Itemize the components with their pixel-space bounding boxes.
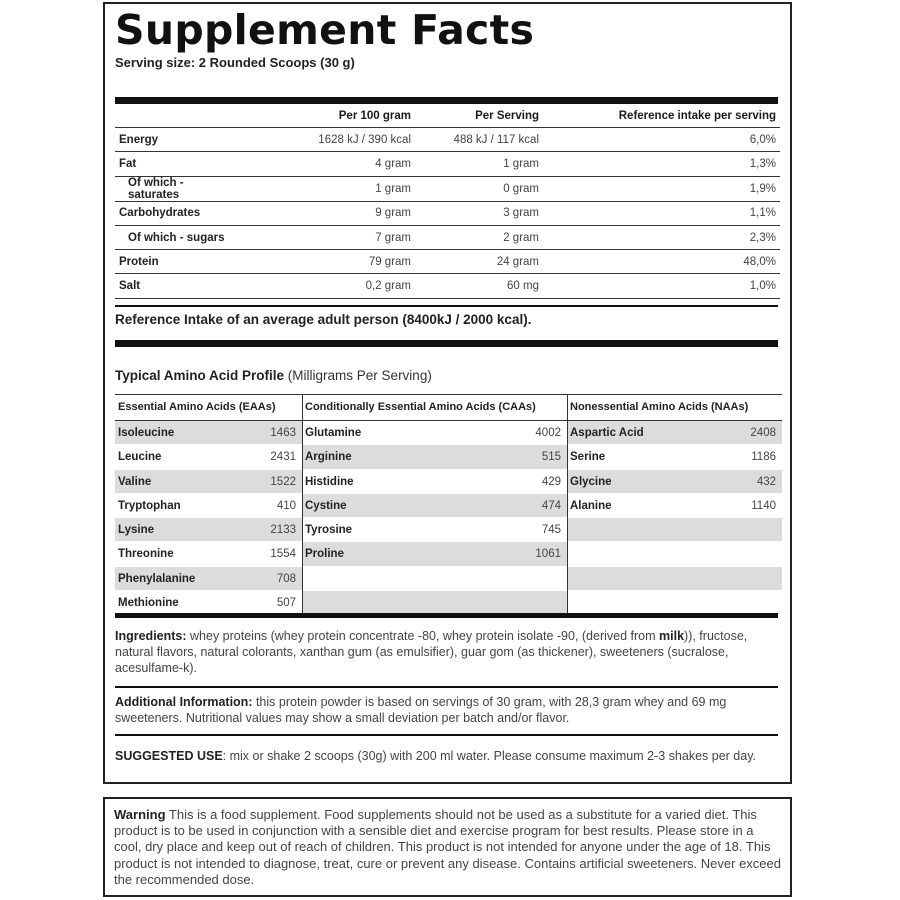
nutrition-row — [115, 128, 780, 152]
warning-text: This is a food supplement. Food supplements should not be used as a substitute for a varied diet. This product is to be used in conjunction with a sensible diet and exercise program for best results. Please store in a cool, dry place and keep out of reach of children. This product is not intended for anyone under the age of 18. This product is not intended to diagnose, treat, cure or prevent any disease. Contains artificial sweeteners. Never exceed the recommended dose. — [114, 807, 781, 887]
amino-title-sub: (Milligrams Per Serving) — [287, 368, 432, 383]
amino-value: 1522 — [270, 475, 296, 488]
amino-row — [567, 542, 782, 566]
per-serving-value: 3 gram — [415, 201, 543, 225]
reference-intake-value: 48,0% — [543, 250, 780, 274]
ingredients-text-a: whey proteins (whey protein concentrate -80, whey protein isolate -90, (derived from — [186, 629, 660, 643]
amino-name: Phenylalanine — [118, 572, 196, 585]
nutrient-label: Energy — [115, 128, 235, 152]
warning-label: Warning — [114, 807, 166, 822]
nutrient-label: Protein — [115, 250, 235, 274]
reference-intake-value: 1,3% — [543, 152, 780, 176]
nutrition-row — [115, 176, 780, 201]
amino-name: Arginine — [305, 451, 352, 464]
amino-column-header: Essential Amino Acids (EAAs) — [115, 394, 302, 421]
per-serving-value: 24 gram — [415, 250, 543, 274]
amino-row — [302, 567, 567, 591]
additional-text: this protein powder is based on servings of 30 gram, with 28,3 gram whey and 69 mg sweeteners. Nutritional values may show a small deviation per batch and/or flavor. — [115, 695, 727, 725]
amino-acid-table — [115, 394, 782, 614]
nutrition-table — [115, 105, 780, 299]
nutrition-header-row — [115, 105, 780, 128]
amino-name: Lysine — [118, 524, 155, 537]
amino-value: 4002 — [535, 427, 561, 439]
amino-row — [115, 542, 302, 566]
amino-name: Aspartic Acid — [570, 427, 644, 439]
thick-divider — [115, 97, 778, 104]
nutrient-label: Of which - sugars — [115, 225, 235, 249]
nutrition-row — [115, 274, 780, 298]
amino-name: Proline — [305, 548, 344, 561]
reference-intake-value: 1,9% — [543, 176, 780, 201]
amino-row — [115, 470, 302, 494]
amino-value: 708 — [276, 572, 296, 585]
warning-box — [103, 797, 792, 897]
per-100-value: 4 gram — [235, 152, 415, 176]
per-serving-value: 60 mg — [415, 274, 543, 298]
reference-intake-note: Reference Intake of an average adult person (8400kJ / 2000 kcal). — [115, 312, 532, 327]
amino-value: 507 — [276, 597, 296, 610]
amino-value: 1140 — [751, 499, 776, 512]
amino-value: 745 — [541, 524, 561, 537]
per-serving-value: 488 kJ / 117 kcal — [415, 128, 543, 152]
per-serving-value: 2 gram — [415, 225, 543, 249]
nutrient-label: Salt — [115, 274, 235, 298]
amino-row — [115, 494, 302, 518]
amino-value: 1554 — [270, 548, 296, 561]
amino-name: Alanine — [570, 499, 612, 512]
amino-value: 1061 — [535, 548, 561, 561]
per-100-value: 1628 kJ / 390 kcal — [235, 128, 415, 152]
amino-name: Leucine — [118, 451, 162, 464]
thick-divider — [115, 613, 778, 618]
reference-intake-value: 2,3% — [543, 225, 780, 249]
amino-row — [567, 567, 782, 591]
thick-divider — [115, 340, 778, 347]
amino-row — [115, 567, 302, 591]
reference-intake-value: 6,0% — [543, 128, 780, 152]
amino-row — [567, 518, 782, 542]
amino-row — [567, 421, 782, 445]
nutrient-label: Of which - saturates — [115, 176, 235, 201]
nutrition-header: Per 100 gram — [235, 105, 415, 128]
amino-title-main: Typical Amino Acid Profile — [115, 368, 285, 383]
nutrition-row — [115, 152, 780, 176]
amino-row — [302, 421, 567, 445]
column-divider — [567, 394, 568, 614]
amino-name: Valine — [118, 475, 152, 488]
amino-name: Isoleucine — [118, 427, 175, 439]
amino-column — [567, 394, 782, 614]
nutrition-header: Per Serving — [415, 105, 543, 128]
amino-name: Cystine — [305, 499, 347, 512]
amino-row — [115, 591, 302, 615]
amino-row — [115, 518, 302, 542]
amino-name: Threonine — [118, 548, 174, 561]
amino-value: 2133 — [270, 524, 296, 537]
amino-row — [115, 421, 302, 445]
nutrition-row — [115, 201, 780, 225]
suggested-text: : mix or shake 2 scoops (30g) with 200 ml water. Please consume maximum 2-3 shakes per day. — [222, 749, 757, 763]
suggested-label: SUGGESTED USE — [115, 749, 223, 763]
amino-column-header: Conditionally Essential Amino Acids (CAAs) — [302, 394, 567, 421]
per-100-value: 1 gram — [235, 176, 415, 201]
suggested-use — [115, 748, 783, 764]
amino-row — [567, 445, 782, 469]
amino-name: Methionine — [118, 597, 179, 610]
nutrition-row — [115, 225, 780, 249]
amino-value: 432 — [756, 475, 776, 488]
amino-value: 410 — [276, 499, 296, 512]
amino-name: Histidine — [305, 475, 354, 488]
amino-name: Glycine — [570, 475, 612, 488]
reference-intake-value: 1,0% — [543, 274, 780, 298]
allergen-milk: milk — [659, 629, 685, 643]
per-100-value: 9 gram — [235, 201, 415, 225]
amino-value: 1186 — [751, 451, 776, 464]
amino-column — [302, 394, 567, 614]
page-title: Supplement Facts — [115, 6, 535, 54]
amino-name: Serine — [570, 451, 606, 464]
amino-value: 1463 — [270, 427, 296, 439]
amino-row — [302, 542, 567, 566]
supplement-facts-panel — [103, 2, 792, 784]
ingredients — [115, 628, 783, 676]
amino-value: 2431 — [270, 451, 296, 464]
additional-label: Additional Information: — [115, 695, 253, 709]
serving-size: Serving size: 2 Rounded Scoops (30 g) — [115, 55, 355, 70]
nutrition-header: Reference intake per serving — [543, 105, 780, 128]
amino-profile-title — [115, 368, 432, 383]
ingredients-text-b: )), fructose, natural flavors, natural colorants, xanthan gum (as emulsifier), guar gom (as thickener), sweeteners (sucralose, acesulfame-k). — [115, 629, 748, 675]
nutrition-row — [115, 250, 780, 274]
amino-column-header: Nonessential Amino Acids (NAAs) — [567, 394, 782, 421]
column-divider — [302, 394, 303, 614]
amino-row — [115, 445, 302, 469]
ingredients-label: Ingredients: — [115, 629, 187, 643]
amino-row — [567, 494, 782, 518]
nutrient-label: Carbohydrates — [115, 201, 235, 225]
amino-row — [302, 518, 567, 542]
per-100-value: 7 gram — [235, 225, 415, 249]
divider — [115, 305, 778, 307]
divider — [115, 686, 778, 688]
amino-row — [302, 470, 567, 494]
amino-value: 429 — [541, 475, 561, 488]
amino-row — [302, 445, 567, 469]
reference-intake-value: 1,1% — [543, 201, 780, 225]
amino-row — [302, 591, 567, 615]
amino-value: 515 — [541, 451, 561, 464]
amino-name: Glutamine — [305, 427, 362, 439]
amino-row — [567, 470, 782, 494]
amino-name: Tryptophan — [118, 499, 181, 512]
per-100-value: 0,2 gram — [235, 274, 415, 298]
amino-column — [115, 394, 302, 614]
amino-row — [567, 591, 782, 615]
per-serving-value: 1 gram — [415, 152, 543, 176]
divider — [115, 734, 778, 736]
per-100-value: 79 gram — [235, 250, 415, 274]
amino-value: 2408 — [750, 427, 776, 439]
additional-information — [115, 694, 783, 726]
per-serving-value: 0 gram — [415, 176, 543, 201]
nutrition-header — [115, 105, 235, 128]
amino-name: Tyrosine — [305, 524, 353, 537]
amino-value: 474 — [541, 499, 561, 512]
nutrient-label: Fat — [115, 152, 235, 176]
amino-row — [302, 494, 567, 518]
